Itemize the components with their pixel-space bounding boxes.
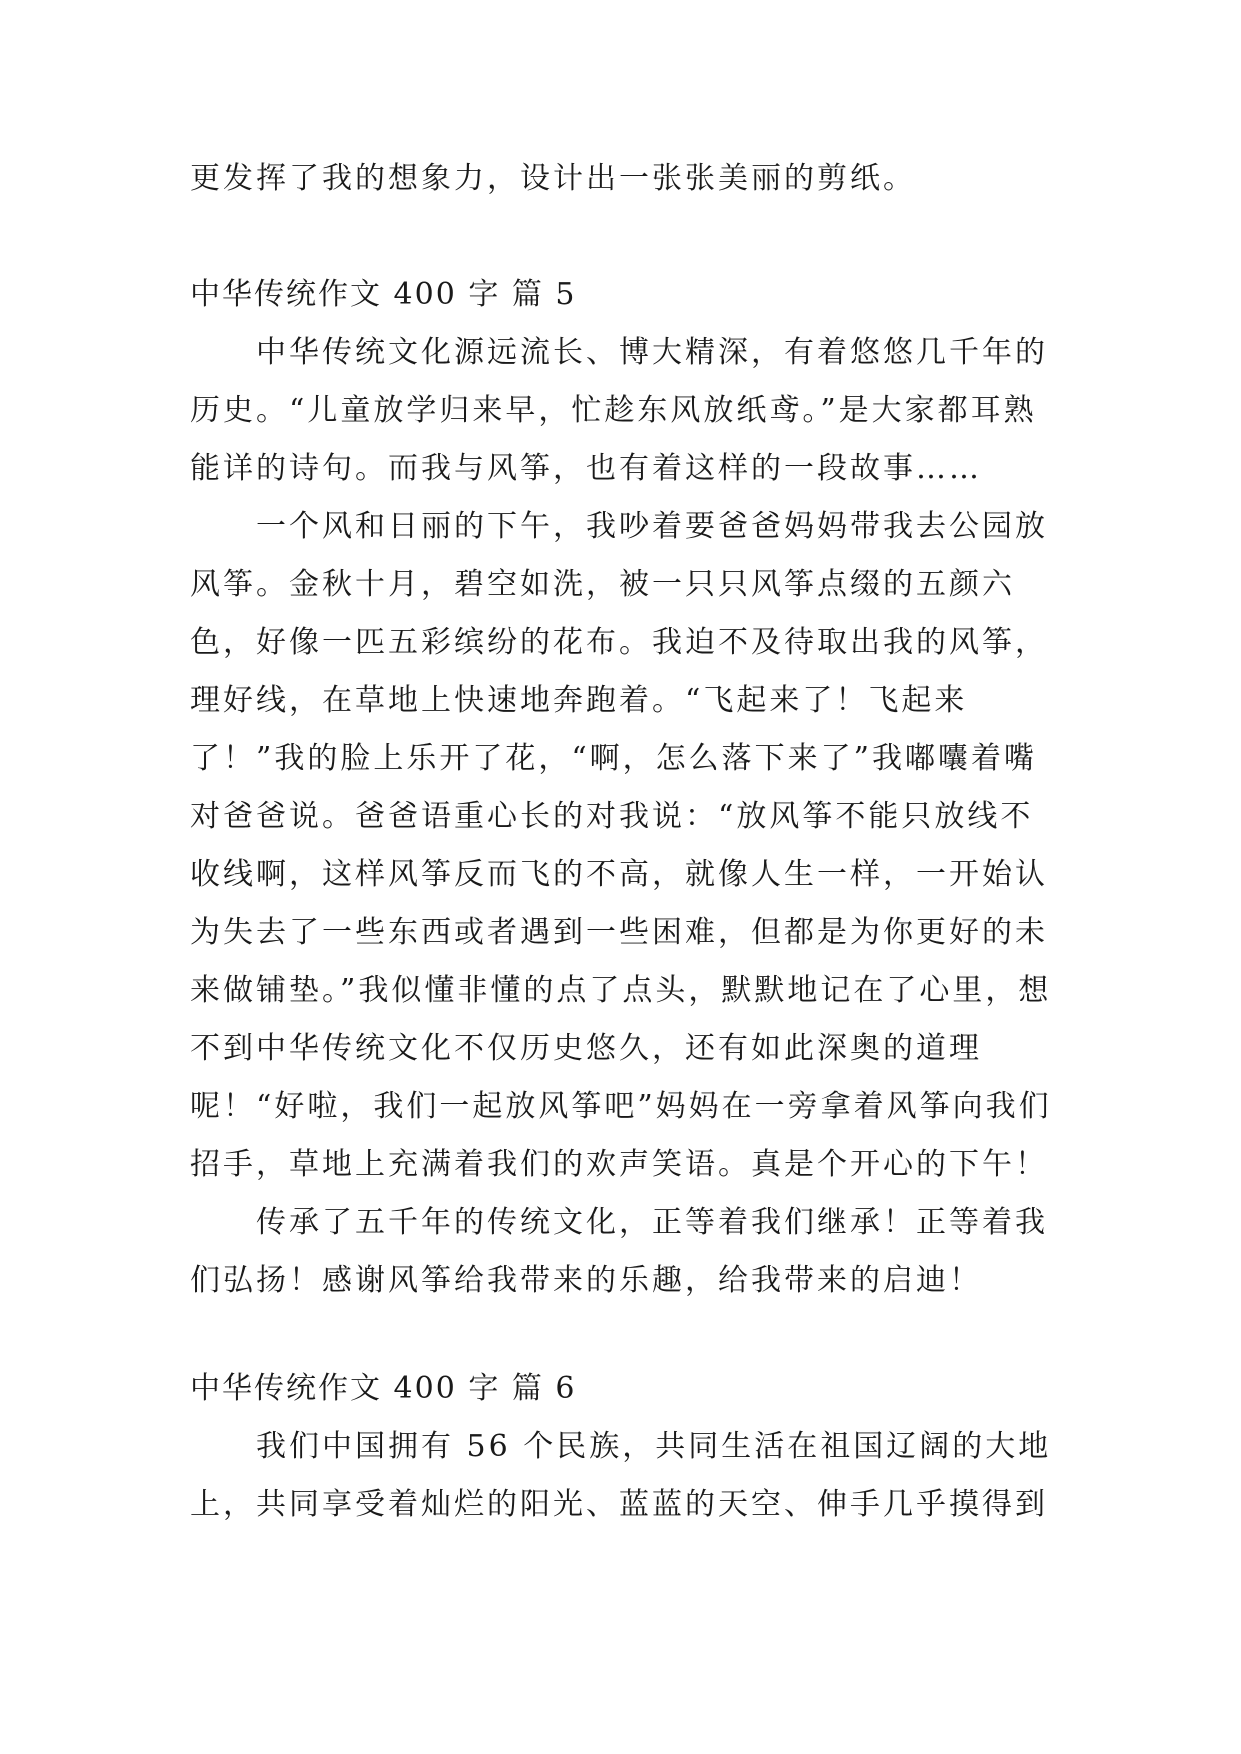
section5-paragraph-2: 一个风和日丽的下午，我吵着要爸爸妈妈带我去公园放风筝。金秋十月，碧空如洗，被一只只风筝点缀的五颜六色，好像一匹五彩缤纷的花布。我迫不及待取出我的风筝，理好线，在草地上快速地奔跑着。“飞起来了！飞起来了！”我的脸上乐开了花，“啊，怎么落下来了”我嘟囔着嘴对爸爸说。爸爸语重心长的对我说：“放风筝不能只放线不收线啊，这样风筝反而飞的不高，就像人生一样，一开始认为失去了一些东西或者遇到一些困难，但都是为你更好的未来做铺垫。”我似懂非懂的点了点头，默默地记在了心里，想不到中华传统文化不仅历史悠久，还有如此深奥的道理呢！“好啦，我们一起放风筝吧”妈妈在一旁拿着风筝向我们招手，草地上充满着我们的欢声笑语。真是个开心的下午！ (190, 509, 1052, 1182)
section5-paragraph-1: 中华传统文化源远流长、博大精深，有着悠悠几千年的历史。“儿童放学归来早，忙趁东风放纸鸢。”是大家都耳熟能详的诗句。而我与风筝，也有着这样的一段故事…… (190, 335, 1048, 486)
section-spacer (190, 1310, 1055, 1360)
section-heading-6: 中华传统作文 400 字 篇 6 (190, 1371, 577, 1406)
section-heading-5: 中华传统作文 400 字 篇 5 (190, 277, 577, 312)
section-spacer (190, 208, 1055, 266)
document-page (190, 150, 1055, 1534)
section6-paragraph-1: 我们中国拥有 56 个民族，共同生活在祖国辽阔的大地上，共同享受着灿烂的阳光、蓝蓝的天空、伸手几乎摸得到 (190, 1429, 1052, 1522)
continued-paragraph: 更发挥了我的想象力，设计出一张张美丽的剪纸。 (190, 161, 916, 196)
section5-paragraph-3: 传承了五千年的传统文化，正等着我们继承！正等着我们弘扬！感谢风筝给我带来的乐趣，给我带来的启迪！ (190, 1205, 1048, 1298)
